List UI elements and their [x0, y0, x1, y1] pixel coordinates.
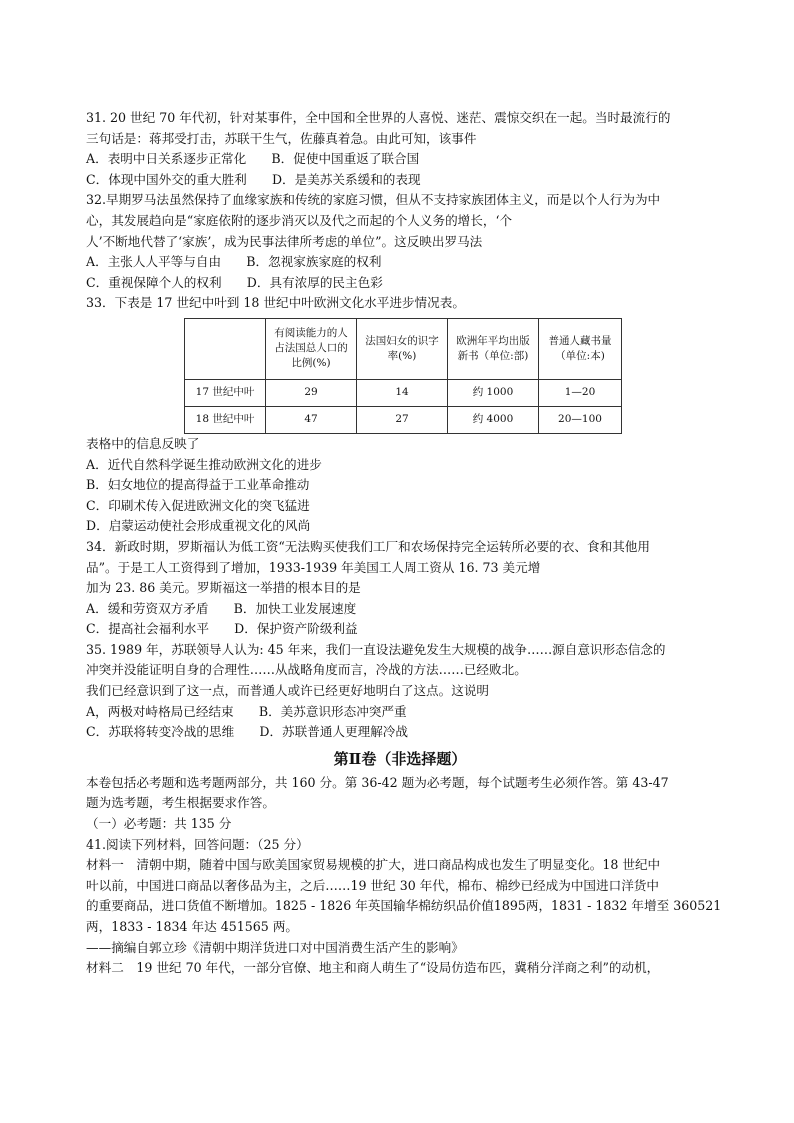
table-row: [185, 379, 622, 406]
table-cell: 20—100: [539, 406, 622, 433]
section-intro-line1: 本卷包括必考题和选考题两部分，共 160 分。第 36-42 题为必考题，每个试题考生必须作答。第 43-47: [86, 774, 669, 790]
q32-stem-line2: 心，其发展趋向是“家庭依附的逐步消灭以及代之而起的个人义务的增长，‘个: [86, 212, 513, 228]
table-header-cell: 欧洲年平均出版新书（单位:部): [448, 318, 539, 379]
q31-options-ab: A．表明中日关系逐步正常化 B．促使中国重返了联合国: [86, 151, 420, 167]
table-header-cell: [185, 318, 266, 379]
q34-stem-line2: 品”。于是工人工资得到了增加，1933-1939 年美国工人周工资从 16. 73 美元增: [86, 559, 541, 575]
q33-stem: 33．下表是 17 世纪中叶到 18 世纪中叶欧洲文化水平进步情况表。: [86, 295, 465, 311]
q34-stem-line1: 34．新政时期，罗斯福认为低工资“无法购买使我们工厂和农场保持完全运转所必要的衣、食和其他用: [86, 538, 650, 554]
q41-heading: 41.阅读下列材料，回答问题：（25 分）: [86, 836, 309, 852]
q34-stem-line3: 加为 23. 86 美元。罗斯福这一举措的根本目的是: [86, 580, 361, 596]
q33-option-d: D．启蒙运动使社会形成重视文化的风尚: [86, 518, 311, 534]
q34-options-ab: A．缓和劳资双方矛盾 B．加快工业发展速度: [86, 600, 357, 616]
q32-options-ab: A．主张人人平等与自由 B．忽视家族家庭的权利: [86, 254, 382, 270]
exam-page: [86, 108, 722, 979]
q33-option-a: A．近代自然科学诞生推动欧洲文化的进步: [86, 456, 322, 472]
table-header-cell: 有阅读能力的人占法国总人口的比例(%): [266, 318, 357, 379]
material1-source: ——摘编自郭立珍《清朝中期洋货进口对中国消费生活产生的影响》: [86, 939, 464, 955]
q33-table: [184, 318, 622, 434]
q33-after-table: 表格中的信息反映了: [86, 435, 200, 451]
table-header-cell: 法国妇女的识字率(%): [357, 318, 448, 379]
section-intro-line2: 题为选考题，考生根据要求作答。: [86, 795, 275, 811]
required-heading: （一）必考题：共 135 分: [86, 816, 232, 832]
q31-stem-line1: 31. 20 世纪 70 年代初，针对某事件，全中国和全世界的人喜悦、迷茫、震惊交织在一起。当时最流行的: [86, 110, 671, 125]
table-cell: 29: [266, 379, 357, 406]
q31-stem-line2: 三句话是：蒋邦受打击，苏联干生气，佐藤真着急。由此可知，该事件: [86, 130, 477, 146]
q35-stem-line2: 冲突并没能证明自身的合理性……从战略角度而言，冷战的方法……已经败北。: [86, 662, 527, 678]
table-cell: 18 世纪中叶: [185, 406, 266, 433]
material1-line3: 的重要商品，进口货值不断增加。1825 - 1826 年英国输华棉纺织品价值1895两，1831 - 1832 年增至 360521: [86, 898, 722, 914]
table-cell: 47: [266, 406, 357, 433]
q35-stem-line1: 35. 1989 年，苏联领导人认为: 45 年来，我们一直设法避免发生大规模的战争……源自意识形态信念的: [86, 641, 666, 657]
q32-stem-line1: 32.早期罗马法虽然保持了血缘家族和传统的家庭习惯，但从不支持家族团体主义，而是以个人行为为中: [86, 192, 661, 208]
table-cell: 约 1000: [448, 379, 539, 406]
q35-stem-line3: 我们已经意识到了这一点，而普通人或许已经更好地明白了这点。这说明: [86, 683, 489, 699]
q34-options-cd: C．提高社会福利水平 D．保护资产阶级利益: [86, 621, 358, 637]
q32-options-cd: C．重视保障个人的权利 D．具有浓厚的民主色彩: [86, 274, 383, 290]
section-title: 第Ⅱ卷（非选择题）: [333, 749, 467, 768]
table-cell: 14: [357, 379, 448, 406]
table-cell: 17 世纪中叶: [185, 379, 266, 406]
q33-option-b: B．妇女地位的提高得益于工业革命推动: [86, 477, 310, 493]
q35-options-cd: C．苏联将转变冷战的思维 D．苏联普通人更理解冷战: [86, 724, 408, 740]
material1-line1: 材料一 清朝中期，随着中国与欧美国家贸易规模的扩大，进口商品构成也发生了明显变化。18 世纪中: [86, 857, 661, 873]
table-cell: 27: [357, 406, 448, 433]
table-cell: 1—20: [539, 379, 622, 406]
q35-options-ab: A，两极对峙格局已经结束 B．美苏意识形态冲突严重: [86, 703, 407, 719]
material2-line1: 材料二 19 世纪 70 年代，一部分官僚、地主和商人萌生了“设局仿造布匹，冀稍分洋商之利”的动机，: [86, 960, 660, 976]
q31-options-cd: C．体现中国外交的重大胜利 D．是美苏关系缓和的表现: [86, 171, 421, 187]
table-row: [185, 406, 622, 433]
table-cell: 约 4000: [448, 406, 539, 433]
table-header-row: [185, 318, 622, 379]
material1-line2: 叶以前，中国进口商品以奢侈品为主，之后……19 世纪 30 年代，棉布、棉纱已经成为中国进口洋货中: [86, 877, 659, 893]
q33-option-c: C．印刷术传入促进欧洲文化的突飞猛进: [86, 497, 310, 513]
table-header-cell: 普通人藏书量（单位:本): [539, 318, 622, 379]
q32-stem-line3: 人’不断地代替了‘家族’，成为民事法律所考虑的单位”。这反映出罗马法: [86, 233, 483, 249]
material1-line4: 两，1833 - 1834 年达 451565 两。: [86, 919, 299, 934]
